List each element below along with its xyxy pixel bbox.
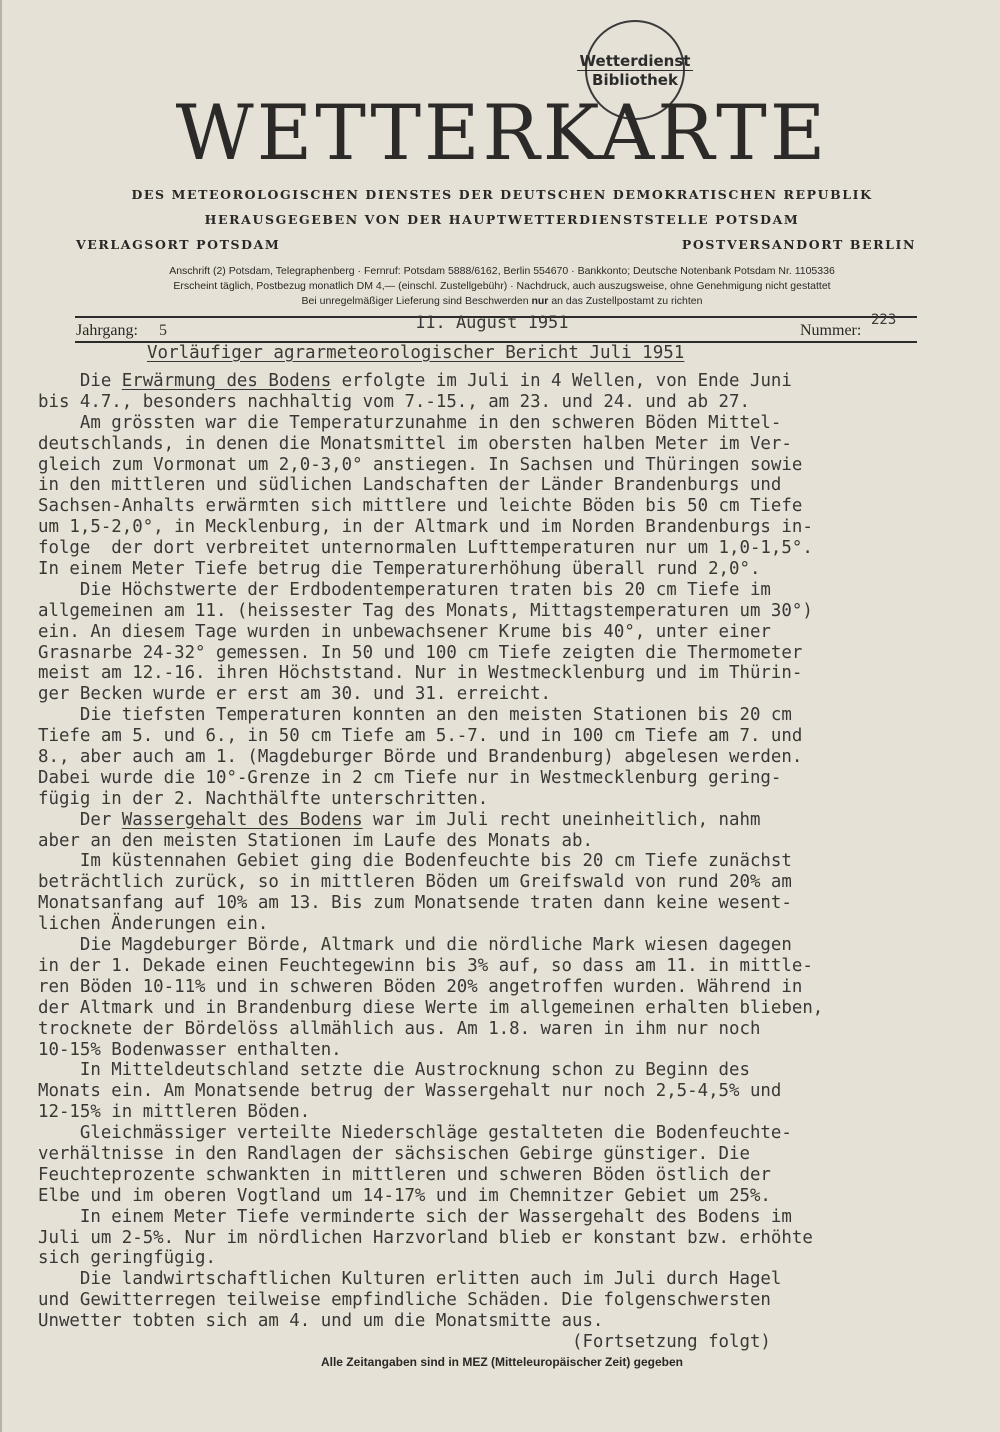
body-segment: ger Becken wurde er erst am 30. und 31. erreicht. — [38, 684, 552, 705]
body-line — [38, 1081, 968, 1102]
body-segment: sich geringfügig. — [38, 1248, 216, 1269]
body-segment: erfolgte im Juli in 4 Wellen, von Ende Juni — [331, 371, 792, 391]
body-segment: Unwetter tobten sich am 4. und um die Monatsmitte aus. — [38, 1311, 604, 1332]
body-line — [38, 1040, 968, 1061]
verlagsort: VERLAGSORT POTSDAM — [76, 237, 281, 252]
body-segment: Der — [38, 809, 122, 830]
complaints-pre: Bei unregelmäßiger Lieferung sind Beschwerden — [301, 295, 532, 307]
body-line — [38, 1060, 968, 1081]
stamp-line-2: Bibliothek — [592, 70, 678, 89]
body-segment: Die landwirtschaftlichen Kulturen erlitten auch im Juli durch Hagel — [38, 1269, 782, 1290]
body-segment: 8., aber auch am 1. (Magdeburger Börde und Brandenburg) abgelesen werden. — [38, 747, 803, 768]
body-segment: verhältnisse in den Randlagen der sächsischen Gebirge günstiger. Die — [38, 1143, 750, 1164]
body-line — [38, 643, 968, 664]
body-line — [38, 1290, 968, 1311]
body-segment: Sachsen-Anhalts erwärmten sich mittlere und leichte Böden bis 50 cm Tiefe — [38, 496, 803, 517]
body-line — [38, 914, 968, 935]
body-segment: bis 4.7., besonders nachhaltig vom 7.-15., am 23. und 24. und ab 27. — [38, 391, 750, 412]
body-segment: Im küstennahen Gebiet ging die Bodenfeuchte bis 20 cm Tiefe zunächst — [38, 851, 792, 872]
body-line — [38, 747, 968, 768]
body-line — [38, 810, 968, 831]
body-segment: Die Höchstwerte der Erdbodentemperaturen traten bis 20 cm Tiefe im — [38, 579, 771, 600]
stamp-line-1: Wetterdienst — [577, 52, 694, 71]
address-line: Anschrift (2) Potsdam, Telegraphenberg · Fernruf: Potsdam 5888/6162, Berlin 554670 · Bankkonto; Deutsche Notenbank Potsdam Nr. 1105336 — [169, 265, 835, 277]
body-segment: Gleichmässiger verteilte Niederschläge gestalteten die Bodenfeuchte- — [38, 1123, 792, 1144]
body-segment: lichen Änderungen ein. — [38, 914, 269, 935]
body-segment: Am grössten war die Temperaturzunahme in den schweren Böden Mittel- — [38, 412, 782, 433]
underlined-phrase: Erwärmung des Bodens — [121, 371, 332, 391]
body-line — [38, 726, 968, 747]
body-line — [38, 768, 968, 789]
body-segment: in der 1. Dekade einen Feuchtegewinn bis 3% auf, so dass am 11. in mittle- — [38, 955, 813, 976]
body-line — [38, 517, 968, 538]
body-line — [38, 622, 968, 643]
body-line — [38, 789, 968, 810]
body-segment: der Altmark und in Brandenburg diese Werte im allgemeinen erhalten blieben, — [38, 997, 824, 1018]
jahrgang-label: Jahrgang: — [76, 322, 138, 339]
subscription-line: Erscheint täglich, Postbezug monatlich DM 4,— (einschl. Zustellgebühr) · Nachdruck, auch auszugsweise, ohne Genehmigung nicht gestattet — [173, 280, 831, 292]
body-segment: Die tiefsten Temperaturen konnten an den meisten Stationen bis 20 cm — [38, 705, 792, 726]
body-segment: trocknete der Bördelöss allmählich aus. Am 1.8. waren in ihm nur noch — [38, 1018, 761, 1039]
body-segment: gleich zum Vormonat um 2,0-3,0° anstiegen. In Sachsen und Thüringen sowie — [38, 454, 803, 475]
underlined-phrase: Wassergehalt des Bodens — [121, 809, 363, 830]
body-segment: Tiefe am 5. und 6., in 50 cm Tiefe am 5.-7. und in 100 cm Tiefe am 7. und — [38, 726, 803, 747]
body-segment: beträchtlich zurück, so in mittleren Böden um Greifswald von rund 20% am — [38, 872, 792, 893]
body-segment: fügig in der 2. Nachthälfte unterschritten. — [38, 788, 489, 809]
body-line — [38, 1144, 968, 1165]
body-line — [38, 1165, 968, 1186]
issue-date: 11. August 1951 — [415, 313, 569, 333]
body-line — [38, 455, 968, 476]
body-segment: (Fortsetzung folgt) — [38, 1331, 771, 1352]
body-line — [38, 705, 968, 726]
body-segment: aber an den meisten Stationen im Laufe des Monats ab. — [38, 830, 593, 851]
body-line — [38, 893, 968, 914]
report-headline: Vorläufiger agrarmeteorologischer Bericht Juli 1951 — [147, 343, 685, 363]
postversandort: POSTVERSANDORT BERLIN — [681, 237, 916, 252]
body-segment: Feuchteprozente schwankten in mittleren und schweren Böden östlich der — [38, 1164, 771, 1185]
body-line — [38, 872, 968, 893]
body-line — [38, 663, 968, 684]
body-line — [38, 559, 968, 580]
body-segment: Elbe und im oberen Vogtland um 14-17% und im Chemnitzer Gebiet um 25%. — [38, 1185, 771, 1206]
body-segment: folge der dort verbreitet unternormalen Lufttemperaturen nur um 1,0-1,5°. — [38, 538, 813, 559]
body-line — [38, 684, 968, 705]
body-line — [38, 496, 968, 517]
body-segment: In einem Meter Tiefe verminderte sich der Wassergehalt des Bodens im — [38, 1206, 792, 1227]
body-segment: 12-15% in mittleren Böden. — [38, 1102, 311, 1123]
body-line — [38, 1311, 968, 1332]
body-line — [38, 1269, 968, 1290]
body-segment: Grasnarbe 24-32° gemessen. In 50 und 100 cm Tiefe zeigten die Thermometer — [38, 642, 803, 663]
body-line — [38, 392, 968, 413]
body-line — [38, 434, 968, 455]
body-segment: 10-15% Bodenwasser enthalten. — [38, 1039, 342, 1060]
body-line — [38, 413, 968, 434]
body-segment: Monatsanfang auf 10% am 13. Bis zum Monatsende traten dann keine wesent- — [38, 893, 792, 914]
body-line — [38, 1019, 968, 1040]
complaints-post: an das Zustellpostamt zu richten — [548, 295, 703, 307]
nummer-value: 223 — [871, 312, 897, 328]
body-line — [38, 538, 968, 559]
body-segment: Die Magdeburger Börde, Altmark und die nördliche Mark wiesen dagegen — [38, 935, 792, 956]
body-line — [38, 580, 968, 601]
body-segment: ren Böden 10-11% und in schweren Böden 20% angetroffen wurden. Während in — [38, 976, 803, 997]
complaints-line — [2, 295, 1000, 307]
body-segment: in den mittleren und südlichen Landschaften der Länder Brandenburgs und — [38, 475, 782, 496]
complaints-bold: nur — [531, 295, 549, 307]
body-line — [38, 1228, 968, 1249]
body-segment: und Gewitterregen teilweise empfindliche Schäden. Die folgenschwersten — [38, 1290, 771, 1311]
body-segment: deutschlands, in denen die Monatsmittel im obersten halben Meter im Ver- — [38, 433, 792, 454]
body-line — [38, 1123, 968, 1144]
body-line — [38, 1186, 968, 1207]
body-line — [38, 1248, 968, 1269]
body-segment: In einem Meter Tiefe betrug die Temperaturerhöhung überall rund 2,0°. — [38, 559, 761, 580]
body-segment: In Mitteldeutschland setzte die Austrocknung schon zu Beginn des — [38, 1060, 750, 1081]
body-segment: ein. An diesem Tage wurden in unbewachsener Krume bis 40°, unter einer — [38, 621, 771, 642]
body-line — [38, 1102, 968, 1123]
body-line — [38, 371, 968, 392]
body-segment: meist am 12.-16. ihren Höchststand. Nur in Westmecklenburg und im Thürin- — [38, 663, 803, 684]
report-body — [38, 371, 968, 1353]
timezone-note: Alle Zeitangaben sind in MEZ (Mitteleuropäischer Zeit) gegeben — [320, 1355, 684, 1369]
body-line — [38, 1332, 968, 1353]
body-line — [38, 475, 968, 496]
jahrgang-value: 5 — [159, 322, 167, 339]
body-segment: Die — [38, 371, 122, 391]
body-line — [38, 977, 968, 998]
body-segment: allgemeinen am 11. (heissester Tag des Monats, Mittagstemperaturen um 30°) — [38, 600, 813, 621]
nummer-label: Nummer: — [800, 322, 862, 339]
body-line — [38, 1207, 968, 1228]
masthead-title: WETTERKARTE — [175, 88, 829, 177]
body-line — [38, 851, 968, 872]
body-segment: Monats ein. Am Monatsende betrug der Wassergehalt nur noch 2,5-4,5% und — [38, 1081, 782, 1102]
body-segment: Dabei wurde die 10°-Grenze in 2 cm Tiefe nur in Westmecklenburg gering- — [38, 767, 782, 788]
publisher-line: DES METEOROLOGISCHEN DIENSTES DER DEUTSCHEN DEMOKRATISCHEN REPUBLIK — [131, 187, 873, 202]
body-line — [38, 935, 968, 956]
body-line — [38, 601, 968, 622]
editor-line: HERAUSGEGEBEN VON DER HAUPTWETTERDIENSTSTELLE POTSDAM — [204, 212, 800, 227]
body-line — [38, 831, 968, 852]
body-line — [38, 956, 968, 977]
body-segment: war im Juli recht uneinheitlich, nahm — [362, 809, 761, 830]
body-line — [38, 998, 968, 1019]
body-segment: Juli um 2-5%. Nur im nördlichen Harzvorland blieb er konstant bzw. erhöhte — [38, 1227, 813, 1248]
body-segment: um 1,5-2,0°, in Mecklenburg, in der Altmark und im Norden Brandenburgs in- — [38, 517, 813, 538]
